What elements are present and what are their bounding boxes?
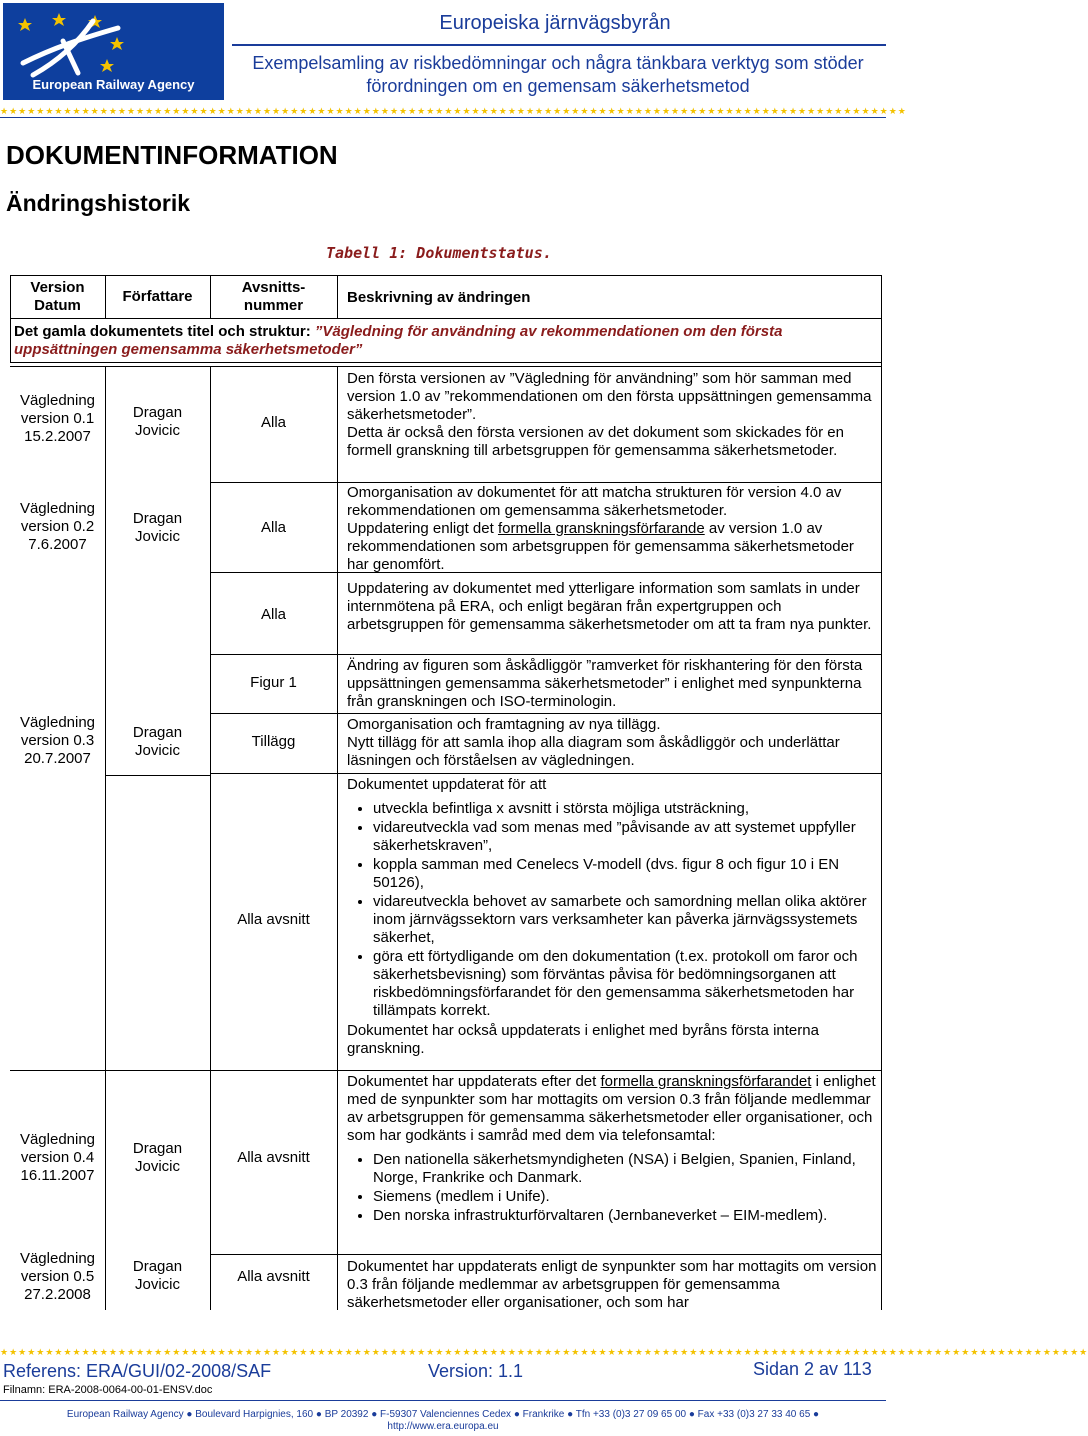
- old-title-note: Det gamla dokumentets titel och struktur: ”Vägledning för användning av rekommendationen om den första uppsättningen gemensamma säkerhetsmetoder”: [14, 323, 783, 358]
- version-cell: Vägledning version 0.3 20.7.2007: [19, 714, 96, 767]
- stars-divider-top: ★★★★★★★★★★★★★★★★★★★★★★★★★★★★★★★★★★★★★★★★★★★★★★★★★★★★★★★★★★★★★★★★★★★★★★★★★★★★★★★★★★★★★★★★★★★★★★★★★★★★: [0, 106, 907, 116]
- version-cell: Vägledning version 0.4 16.11.2007: [19, 1131, 96, 1184]
- section-cell: Alla avsnitt: [237, 1268, 310, 1285]
- description-cell: Dokumentet har uppdaterats efter det formella granskningsförfarandet i enlighet med de synpunkter som har mottagits om version 0.3 från följande medlemmar av arbetsgruppen för gemensamma säkerhetsmetoder eller organisationer, och som har godkänts i samråd med dem via telefonsamtal: • Den nationella säkerhetsmyndigheten (NSA) i Belgien, Spanien, Finland, Norge, Frankrike och Danmark. • Siemens (medlem i Unife). • Den norska infrastrukturförvaltaren (Jernbaneverket – EIM-medlem).: [341, 1071, 881, 1227]
- review-procedure-link[interactable]: formella granskningsförfarandet: [600, 1073, 812, 1090]
- version-cell: Vägledning version 0.5 27.2.2008: [19, 1250, 96, 1303]
- description-cell: Ändring av figuren som åskådliggör ”ramverket för riskhantering för den första uppsättningen gemensamma säkerhetsmetoder” i enlighet med synpunkterna från granskningen och ISO-terminologin.: [347, 657, 863, 710]
- author-cell: Dragan Jovicic: [132, 404, 183, 439]
- document-reference: Referens: ERA/GUI/02-2008/SAF: [3, 1361, 272, 1381]
- list-item: • vidareutveckla vad som menas med ”påvisande av att systemet uppfyller säkerhetskraven”,: [373, 819, 877, 855]
- description-cell: Dokumentet uppdaterat för att • utveckla befintliga x avsnitt i största möjliga utsträckning, • vidareutveckla vad som menas med ”påvisande av att systemet uppfyller säkerhetskraven”, • koppla samman med Cenelecs V-modell (dvs. figur 8 och figur 10 i EN 50126), • vidareutveckla behovet av samarbete och samordning mellan olika aktörer inom järnvägssektorn vars verksamheter kan påverka järnvägssystemets säkerhet, • göra ett förtydligande om den dokumentation (t.ex. protokoll om faror och säkerhetsbevisning) som förväntas påvisa för bedömningsorganen att riskbedömningsförfarandet för den gemensamma säkerhetsmetoden har tillämpats korrekt. Dokumentet har också uppdaterats i enlighet med byråns första interna granskning.: [341, 774, 881, 1058]
- agency-name: Europeiska järnvägsbyrån: [439, 12, 671, 34]
- table-caption: Tabell 1: Dokumentstatus.: [326, 244, 552, 262]
- header-author: Författare: [122, 288, 193, 305]
- file-name: Filnamn: ERA-2008-0064-00-01-ENSV.doc: [3, 1384, 213, 1396]
- description-cell: Uppdatering av dokumentet med ytterligare information som samlats in under internmötena på ERA, och enligt begäran från expertgruppen och arbetsgruppen för gemensamma säkerhetsmetoder om att ta fram nya punkter.: [347, 580, 872, 633]
- author-cell: Dragan Jovicic: [132, 1140, 183, 1175]
- author-cell: Dragan Jovicic: [132, 1258, 183, 1293]
- description-cell: Dokumentet har uppdaterats enligt de synpunkter som har mottagits om version 0.3 från följande medlemmar av arbetsgruppen för gemensamma säkerhetsmetoder eller organisationer, och som har: [347, 1258, 877, 1311]
- website-link[interactable]: http://www.era.europa.eu: [387, 1421, 499, 1432]
- list-item: • Den nationella säkerhetsmyndigheten (NSA) i Belgien, Spanien, Finland, Norge, Frankrike och Danmark.: [373, 1151, 877, 1187]
- description-cell: Omorganisation och framtagning av nya tillägg. Nytt tillägg för att samla ihop alla diagram som åskådliggör och underlättar läsningen och förståelsen av vägledningen.: [347, 716, 840, 769]
- list-item: • koppla samman med Cenelecs V-modell (dvs. figur 8 och figur 10 i EN 50126),: [373, 856, 877, 892]
- list-item: • göra ett förtydligande om den dokumentation (t.ex. protokoll om faror och säkerhetsbevisning) som förväntas påvisa för bedömningsorganen att riskbedömningsförfarandet för den gemensamma säkerhetsmetoden har tillämpats korrekt.: [373, 948, 877, 1020]
- section-cell: Alla: [260, 519, 286, 536]
- review-procedure-link[interactable]: formella granskningsförfarande: [497, 520, 705, 537]
- section-cell: Alla: [260, 414, 286, 431]
- reviewer-list: [347, 1151, 877, 1225]
- document-version: Version: 1.1: [428, 1361, 524, 1381]
- list-item: • Den norska infrastrukturförvaltaren (Jernbaneverket – EIM-medlem).: [373, 1207, 877, 1225]
- logo-text: European Railway Agency: [32, 77, 195, 92]
- author-cell: Dragan Jovicic: [132, 510, 183, 545]
- header-rule: [232, 44, 886, 46]
- list-item: • vidareutveckla behovet av samarbete och samordning mellan olika aktörer inom järnvägssektorn vars verksamheter kan påverka järnvägssystemets säkerhet,: [373, 893, 877, 947]
- header-version: Version Datum: [30, 279, 85, 314]
- list-item: • Siemens (medlem i Unife).: [373, 1188, 877, 1206]
- section-cell: Alla avsnitt: [237, 1149, 310, 1166]
- footer-rule: [0, 1400, 886, 1401]
- version-cell: Vägledning version 0.1 15.2.2007: [19, 392, 96, 445]
- update-list: [347, 800, 877, 1020]
- section-cell: Alla avsnitt: [237, 911, 310, 928]
- stars-divider-bottom: ★★★★★★★★★★★★★★★★★★★★★★★★★★★★★★★★★★★★★★★★★★★★★★★★★★★★★★★★★★★★★★★★★★★★★★★★★★★★★★★★★★★★★★★★★★★★★★★★★★★★★★★★★★★★★★★★★★★★★★★★: [0, 1347, 1088, 1357]
- page-number: Sidan 2 av 113: [753, 1359, 872, 1379]
- header-underline: [0, 117, 886, 118]
- header-description: Beskrivning av ändringen: [347, 289, 531, 306]
- section-cell: Figur 1: [250, 674, 297, 691]
- document-status-table: [0, 270, 960, 1310]
- description-cell: Omorganisation av dokumentet för att matcha strukturen för version 4.0 av rekommendationen om gemensamma säkerhetsmetoder. Uppdatering enligt det formella granskningsförfarande av version 1.0 av rekommendationen som arbetsgruppen för gemensamma säkerhetsmetoder har genomfört.: [347, 484, 854, 573]
- agency-address: European Railway Agency ● Boulevard Harpignies, 160 ● BP 20392 ● F-59307 Valenciennes Cedex ● Frankrike ● Tfn +33 (0)3 27 09 65 00 ● Fax +33 (0)3 27 33 40 65 ● http://www.era.europa.eu: [0, 1409, 886, 1433]
- section-cell: Alla: [260, 606, 286, 623]
- section-heading: DOKUMENTINFORMATION: [6, 140, 338, 170]
- description-cell: Den första versionen av ”Vägledning för användning” som hör samman med version 1.0 av ”rekommendationen om den första uppsättningen gemensamma säkerhetsmetoder”. Detta är också den första versionen av det dokument som skickades för en formell granskning till arbetsgruppen för gemensamma säkerhetsmetoder.: [347, 370, 872, 459]
- era-logo: [3, 3, 224, 100]
- header-section: Avsnitts- nummer: [241, 279, 306, 314]
- document-subtitle: Exempelsamling av riskbedömningar och några tänkbara verktyg som stöder förordningen om en gemensam säkerhetsmetod: [252, 53, 864, 96]
- list-item: • utveckla befintliga x avsnitt i största möjliga utsträckning,: [373, 800, 877, 818]
- version-cell: Vägledning version 0.2 7.6.2007: [19, 500, 96, 553]
- subsection-heading: Ändringshistorik: [6, 190, 191, 216]
- author-cell: Dragan Jovicic: [132, 724, 183, 759]
- section-cell: Tillägg: [251, 733, 296, 750]
